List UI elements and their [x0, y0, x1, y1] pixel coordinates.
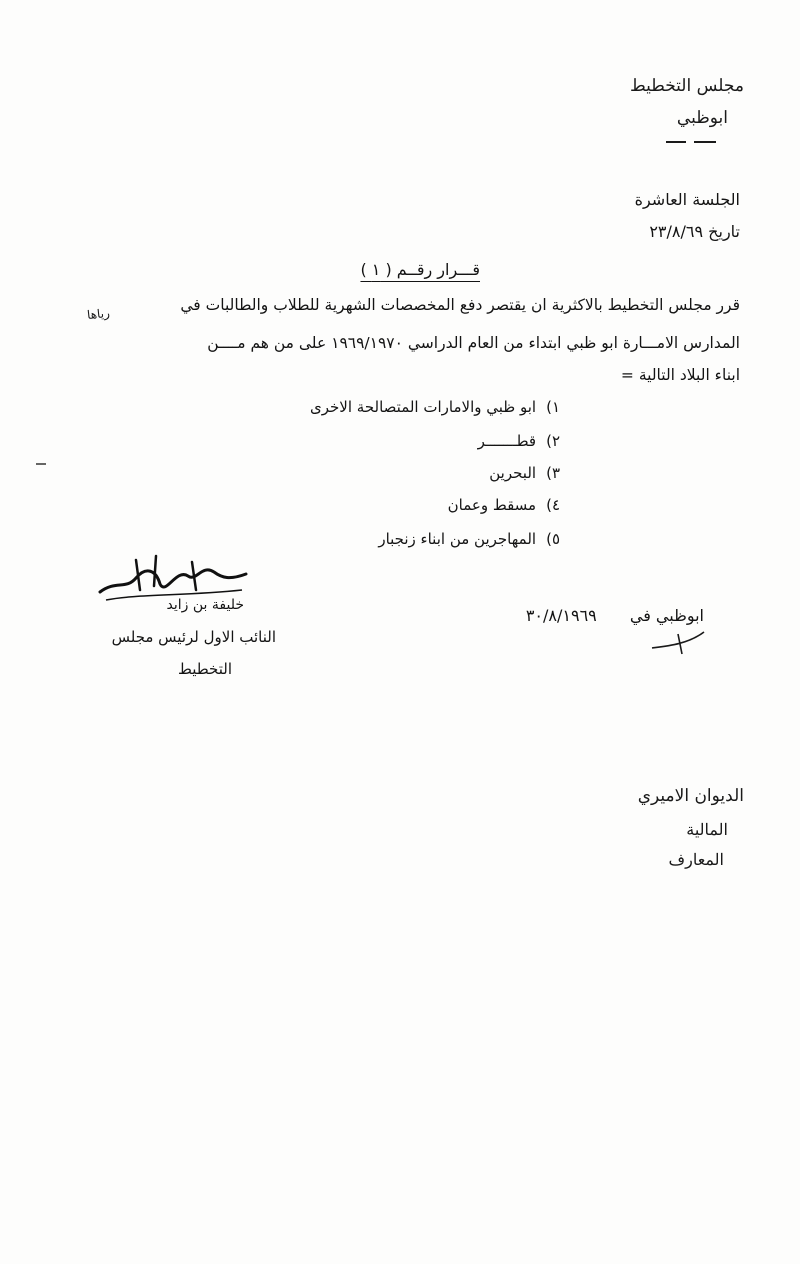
list-item — [448, 498, 560, 513]
list-item-number: ١) — [546, 398, 560, 416]
session-date: تاريخ ٢٣/٨/٦٩ — [649, 222, 740, 241]
list-item-number: ٢) — [546, 432, 560, 450]
list-item-number: ٥) — [546, 530, 560, 548]
decision-body-line-2: المدارس الامـــارة ابو ظبي ابتداء من العام الدراسي ١٩٦٩/١٩٧٠ على من هم مــــن — [207, 334, 740, 352]
list-item-number: ٣) — [546, 464, 560, 482]
signatory-title-line-2: التخطيط — [177, 660, 232, 678]
signatory-name: خليفة بن زايد — [166, 597, 244, 613]
margin-note: رياها — [86, 305, 111, 323]
dateline-date: ٣٠/٨/١٩٦٩ — [525, 606, 597, 625]
list-item-text: البحرين — [489, 464, 537, 482]
list-item-text: المهاجرين من ابناء زنجبار — [378, 530, 537, 548]
decision-body-line-1: قرر مجلس التخطيط بالاكثرية ان يقتصر دفع المخصصات الشهرية للطلاب والطالبات في — [180, 296, 740, 314]
list-item — [489, 466, 560, 481]
scan-mark — [36, 462, 48, 466]
city-underline-mark — [664, 138, 724, 146]
list-item-number: ٤) — [546, 496, 560, 514]
list-item-text: مسقط وعمان — [447, 496, 537, 514]
list-item — [478, 434, 560, 449]
signatory-title-line-1: النائب الاول لرئيس مجلس — [111, 628, 276, 646]
list-item — [310, 400, 560, 415]
list-item — [378, 532, 560, 547]
distribution-line-3: المعارف — [668, 850, 724, 869]
dateline-place: ابوظبي في — [629, 606, 704, 625]
session-title: الجلسة العاشرة — [634, 190, 740, 209]
list-item-text: ابو ظبي والامارات المتصالحة الاخرى — [310, 398, 537, 416]
dateline-flourish — [648, 626, 708, 656]
list-item-text: قطـــــــر — [477, 432, 537, 450]
distribution-line-2: المالية — [686, 820, 728, 839]
letterhead-org: مجلس التخطيط — [629, 76, 744, 96]
decision-body-line-3: ابناء البلاد التالية = — [620, 366, 740, 384]
decision-heading: قـــرار رقــم ( ١ ) — [360, 260, 480, 279]
dateline — [526, 608, 704, 624]
letterhead-city: ابوظبي — [676, 108, 728, 128]
distribution-line-1: الديوان الاميري — [637, 786, 744, 806]
